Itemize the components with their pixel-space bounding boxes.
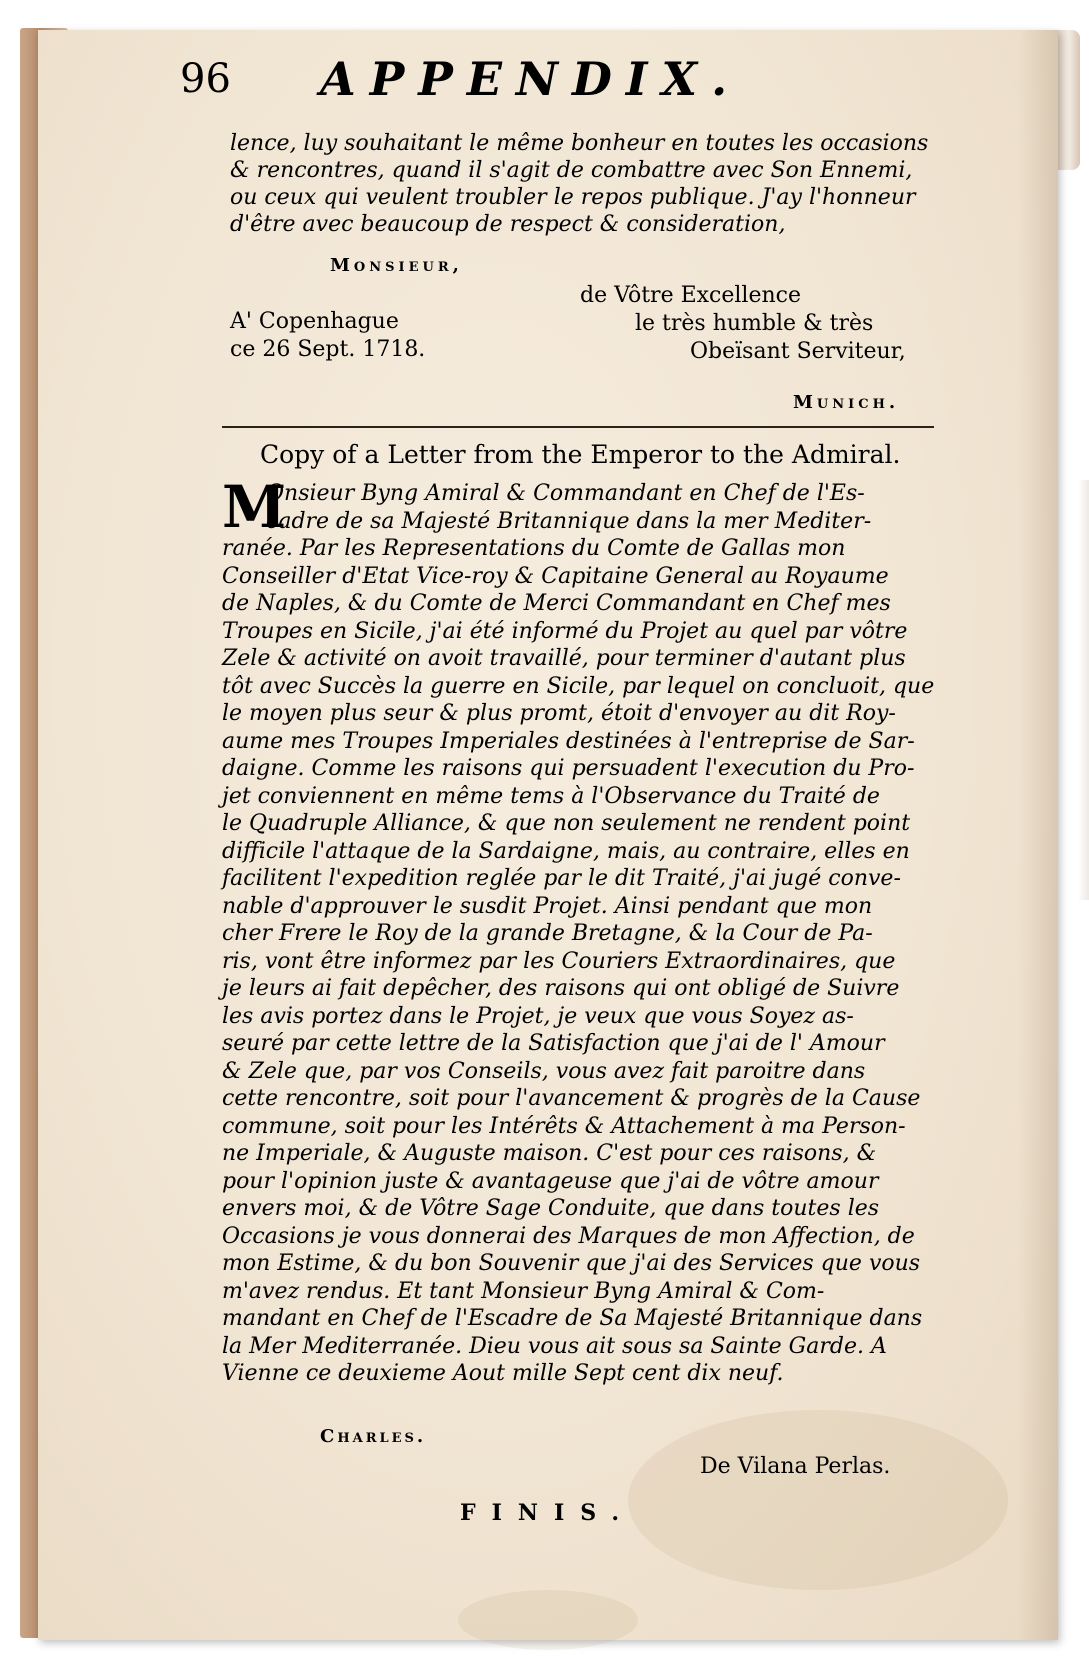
paper-stain bbox=[458, 1590, 638, 1650]
text-line: seuré par cette lettre de la Satisfaction que j'ai de l' Amour bbox=[222, 1031, 885, 1056]
text-line: mon Estime, & du bon Souvenir que j'ai des Services que vous bbox=[222, 1251, 921, 1276]
text-line: les avis portez dans le Projet, je veux que vous Soyez as- bbox=[222, 1003, 854, 1029]
text-line: tôt avec Succès la guerre en Sicile, par lequel on concluoit, que bbox=[222, 673, 935, 699]
text-line: d'être avec beaucoup de respect & consideration, bbox=[230, 212, 786, 237]
text-line: Conseiller d'Etat Vice-roy & Capitaine General au Royaume bbox=[222, 563, 889, 589]
text-line: cette rencontre, soit pour l'avancement & progrès de la Cause bbox=[222, 1086, 921, 1111]
text-line: lence, luy souhaitant le même bonheur en toutes les occasions bbox=[230, 131, 929, 156]
drop-cap: M bbox=[222, 473, 287, 541]
page-number: 96 bbox=[180, 56, 231, 102]
intro-paragraph bbox=[230, 130, 930, 238]
signature-perlas: De Vilana Perlas. bbox=[700, 1454, 891, 1479]
salutation: Monsieur, bbox=[330, 255, 463, 276]
text-line: m'avez rendus. Et tant Monsieur Byng Amiral & Com- bbox=[222, 1278, 825, 1304]
end-mark: FINIS. bbox=[460, 1500, 636, 1526]
text-line: jet conviennent en même tems à l'Observance du Traité de bbox=[222, 783, 880, 809]
text-line: ne Imperiale, & Auguste maison. C'est pour ces raisons, & bbox=[222, 1141, 877, 1166]
text-line: Onsieur Byng Amiral & Commandant en Chef de l'Es- bbox=[266, 481, 865, 506]
text-line: ou ceux qui veulent troubler le repos publique. J'ay l'honneur bbox=[230, 185, 916, 210]
text-line: & Zele que, par vos Conseils, vous avez fait paroitre dans bbox=[222, 1058, 866, 1084]
text-line: ris, vont être informez par les Couriers Extraordinaires, que bbox=[222, 948, 896, 974]
text-line: pour l'opinion juste & avantageuse que j'ai de vôtre amour bbox=[222, 1168, 879, 1194]
place-line: A' Copenhague bbox=[230, 309, 399, 334]
text-line: Vienne ce deuxieme Aout mille Sept cent dix neuf. bbox=[222, 1361, 784, 1386]
text-line: la Mer Mediterranée. Dieu vous ait sous sa Sainte Garde. A bbox=[222, 1333, 887, 1359]
text-line: cadre de sa Majesté Britannique dans la mer Mediter- bbox=[266, 508, 872, 534]
text-line: commune, soit pour les Intérêts & Attachement à ma Person- bbox=[222, 1113, 906, 1139]
text-line: le Quadruple Alliance, & que non seulement ne rendent point bbox=[222, 811, 911, 836]
signature-charles: Charles. bbox=[320, 1426, 427, 1447]
binding-ribbon bbox=[1058, 30, 1080, 170]
closing-line: Obeïsant Serviteur, bbox=[690, 339, 906, 364]
text-line: je leurs ai fait depêcher, des raisons qui ont obligé de Suivre bbox=[222, 976, 900, 1001]
paper-stain bbox=[628, 1410, 1008, 1590]
text-line: mandant en Chef de l'Escadre de Sa Majesté Britannique dans bbox=[222, 1306, 923, 1331]
text-line: aume mes Troupes Imperiales destinées à l'entreprise de Sar- bbox=[222, 728, 915, 754]
text-line: facilitent l'expedition reglée par le dit Traité, j'ai jugé conve- bbox=[222, 866, 901, 891]
text-line: ranée. Par les Representations du Comte de Gallas mon bbox=[222, 536, 846, 561]
signer-name: Munich. bbox=[793, 392, 900, 413]
closing-line: le très humble & très bbox=[635, 311, 874, 336]
text-line: cher Frere le Roy de la grande Bretagne, & la Cour de Pa- bbox=[222, 921, 873, 946]
text-line: Occasions je vous donnerai des Marques de mon Affection, de bbox=[222, 1223, 915, 1249]
text-line: de Naples, & du Comte de Merci Commandant en Chef mes bbox=[222, 591, 891, 616]
letter-body bbox=[222, 473, 942, 1388]
text-line: Troupes en Sicile, j'ai été informé du Projet au quel par vôtre bbox=[222, 618, 908, 644]
letter-closing bbox=[580, 282, 906, 366]
text-line: le moyen plus seur & plus promt, étoit d'envoyer au dit Roy- bbox=[222, 701, 896, 726]
running-head bbox=[180, 40, 820, 120]
text-line: daigne. Comme les raisons qui persuadent l'execution du Pro- bbox=[222, 756, 915, 781]
date-line: ce 26 Sept. 1718. bbox=[230, 337, 426, 362]
section-rule bbox=[222, 426, 934, 428]
page-title: APPENDIX. bbox=[320, 52, 742, 106]
text-line: envers moi, & de Vôtre Sage Conduite, que dans toutes les bbox=[222, 1196, 880, 1221]
closing-line: de Vôtre Excellence bbox=[580, 283, 801, 308]
torn-edge bbox=[1078, 480, 1089, 900]
letter-heading: Copy of a Letter from the Emperor to the Admiral. bbox=[260, 440, 901, 469]
place-date bbox=[230, 308, 425, 364]
text-line: & rencontres, quand il s'agit de combattre avec Son Ennemi, bbox=[230, 158, 913, 183]
text-line: Zele & activité on avoit travaillé, pour terminer d'autant plus bbox=[222, 646, 906, 671]
text-line: difficile l'attaque de la Sardaigne, mais, au contraire, elles en bbox=[222, 838, 910, 864]
text-line: nable d'approuver le susdit Projet. Ainsi pendant que mon bbox=[222, 893, 873, 919]
